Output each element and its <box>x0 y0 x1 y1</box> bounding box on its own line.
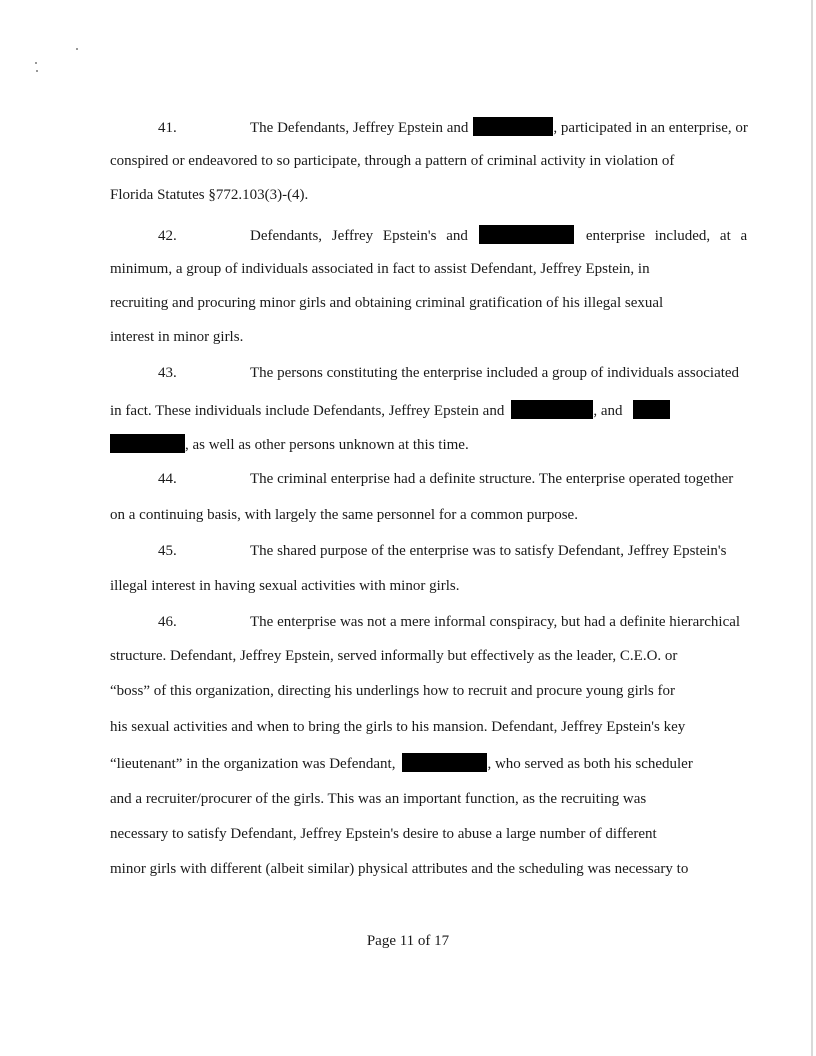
paragraph-43-line-3 <box>110 434 708 454</box>
paragraph-text: , and <box>593 403 623 419</box>
paragraph-number: 43. <box>158 365 177 381</box>
paragraph-46-line-5 <box>110 753 708 773</box>
paragraph-41-line-1 <box>110 117 748 137</box>
paragraph-text: The Defendants, Jeffrey Epstein and <box>250 120 469 136</box>
redaction-box <box>511 400 593 419</box>
paragraph-text: The enterprise was not a mere informal conspiracy, but had a definite hierarchical <box>250 614 741 630</box>
paragraph-41-line-3: Florida Statutes §772.103(3)-(4). <box>110 187 309 203</box>
paragraph-text: “lieutenant” in the organization was Defendant, <box>110 756 396 772</box>
paragraph-43-line-2 <box>110 400 708 420</box>
paragraph-46-line-6: and a recruiter/procurer of the girls. This was an important function, as the recruiting was <box>110 791 647 807</box>
scan-edge-line <box>811 0 813 1056</box>
paragraph-text: The persons constituting the enterprise included a group of individuals associated <box>250 365 740 381</box>
paragraph-text: , as well as other persons unknown at this time. <box>185 437 469 453</box>
paragraph-46-line-8: minor girls with different (albeit similar) physical attributes and the scheduling was necessary to <box>110 861 689 877</box>
paragraph-text: Defendants, Jeffrey Epstein's and <box>250 228 468 244</box>
scan-speck <box>76 48 78 50</box>
paragraph-text: enterprise included, at a <box>585 228 748 244</box>
scan-speck <box>36 70 38 72</box>
redaction-box <box>110 434 185 453</box>
paragraph-45-line-2: illegal interest in having sexual activities with minor girls. <box>110 578 460 594</box>
page-number-footer: Page 11 of 17 <box>366 933 450 949</box>
redaction-box <box>402 753 487 772</box>
paragraph-number: 44. <box>158 471 177 487</box>
paragraph-number: 42. <box>158 228 177 244</box>
paragraph-42-line-1 <box>110 225 748 245</box>
paragraph-46-line-4: his sexual activities and when to bring the girls to his mansion. Defendant, Jeffrey Epstein's key <box>110 719 686 735</box>
paragraph-44-line-2: on a continuing basis, with largely the same personnel for a common purpose. <box>110 507 578 523</box>
paragraph-46-line-1 <box>110 612 741 632</box>
paragraph-46-line-2: structure. Defendant, Jeffrey Epstein, served informally but effectively as the leader, C.E.O. or <box>110 648 678 664</box>
paragraph-number: 41. <box>158 120 177 136</box>
redaction-box <box>479 225 574 244</box>
redaction-box <box>473 117 553 136</box>
paragraph-46-line-7: necessary to satisfy Defendant, Jeffrey Epstein's desire to abuse a large number of different <box>110 826 657 842</box>
paragraph-46-line-3: “boss” of this organization, directing his underlings how to recruit and procure young girls for <box>110 683 676 699</box>
paragraph-text: in fact. These individuals include Defendants, Jeffrey Epstein and <box>110 403 505 419</box>
paragraph-42-line-4: interest in minor girls. <box>110 329 244 345</box>
paragraph-44-line-1 <box>110 469 734 489</box>
paragraph-42-line-2: minimum, a group of individuals associated in fact to assist Defendant, Jeffrey Epstein, in <box>110 261 650 277</box>
paragraph-41-line-2: conspired or endeavored to so participate, through a pattern of criminal activity in violation of <box>110 153 675 169</box>
paragraph-42-line-3: recruiting and procuring minor girls and obtaining criminal gratification of his illegal sexual <box>110 295 664 311</box>
paragraph-number: 45. <box>158 543 177 559</box>
paragraph-number: 46. <box>158 614 177 630</box>
paragraph-45-line-1 <box>110 541 727 561</box>
paragraph-text: The shared purpose of the enterprise was to satisfy Defendant, Jeffrey Epstein's <box>250 543 727 559</box>
paragraph-text: The criminal enterprise had a definite structure. The enterprise operated together <box>250 471 734 487</box>
paragraph-43-line-1 <box>110 363 740 383</box>
redaction-box <box>633 400 670 419</box>
paragraph-text: , who served as both his scheduler <box>487 756 693 772</box>
paragraph-text: , participated in an enterprise, or <box>553 120 748 136</box>
scan-speck <box>35 62 37 64</box>
